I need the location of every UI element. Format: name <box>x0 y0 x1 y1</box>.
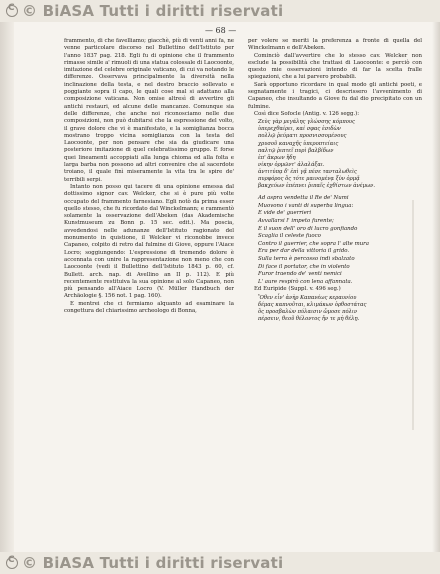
verse-line: δέμας καπνοῦται, κλιμάκων ὀρθοστάτας <box>258 301 367 308</box>
verse-line: νίκην ὁρμῶντ' ἀλαλάξαι. <box>258 161 325 168</box>
watermark-bottom <box>0 552 440 574</box>
greek-verses <box>258 119 422 190</box>
verse-line: Era per dar della vittoria il grido. <box>258 248 350 255</box>
verse-line: παλτῷ ῥιπτεῖ πυρὶ βαλβίδων <box>258 147 334 154</box>
verse-line: Sulla terra è percosso indi sbalzato <box>258 255 355 262</box>
verse-line: Contro il guerrier, che sopra l' alte mura <box>258 240 369 247</box>
verse-line: E vide de' guerrieri <box>258 210 312 217</box>
greek-verses-euripides <box>258 295 422 323</box>
paragraph: frammento, di che favelliamo; giacchè, più di venti anni fa, ne venne particolare discorso nel Bullettino dell'Istituto per l'anno 1837 pag. 218. Egli fu di opinione che il frammento rimasse simile a' rimuoli di una statua colossale di Laocoonte, imitazione del celebre originale vaticano, di cui va notando le differenze. Osservava principalmente la diversità nella inclinazione della testa, e nel destro braccio sollevato e poggiante sopra il capo, le quali cose mal si adattano alla composizione vaticana. Non omise altresì di avvertire gli antichi restauri, ed alcune delle mancanze. Comunque sia delle differenze, che anche noi riconosciamo nelle due composizioni, non può dubitarsi che la espressione del volto, il grave dolore che vi è manifestato, e la somiglianza bocca mostrano troppo vicina somiglianza con la testa del Laocoonte, per non pensare che sia da giudicare una posteriore imitazione di quel celebratissimo gruppo. E forse quei lineamenti accoppiati alla lunga chioma ed alla folta e larga barba non possono ad altri convenire che al sacerdote troiano, il quale finì miseramente la vita tra le spire de' terribili serpi. <box>64 38 234 183</box>
paragraph: Intanto non posso qui tacere di una opinione emessa dal dottissimo signor cav. Welcker, che si è pure più volte occupato del frammento farnesiano. Egli notò da prima esser quello stesso, che fu ricordato dal Winckelmann; e rammentò solamente la osservazione dell'Abeken (das Akademische Kunstmuseum zu Bonn p. 15 sec. edit.). Ma poscia, avvedendosi nelle adunanze dell'Istituto ragionato del monumento in quistione, il Welcker vi riconobbe invece Capaneo, colpito di retro dal fulmine di Giove, oppure l'Aiace Locro; soggiungendo: L'espressione di tremendo dolore è accennata con unire la rappresentazione non meno che con Laocoonte (vedi il Bullettino dell'Istituto 1843 p. 60, cf. Bullett. arch. nap. di Avellino an II p. 112). E più recentemente restituiva la sua opinione al solo Capaneo, non più pensando all'Aiace Locro (V. Müller Handbuch der Archäologie §. 156 not. 1 pag. 160). <box>64 183 234 300</box>
verse-line: ὃς προσβαλὼν πύλαισιν ὤμοσε πόλιν <box>258 308 358 315</box>
verse-line: Ad aspra vendetta il Re de' Numi <box>258 195 349 202</box>
right-column <box>248 38 422 323</box>
verse-line: πέρσειν, θεοῦ θέλοντος ἤν τε μὴ θέλῃ. <box>258 315 360 322</box>
page-number: — 68 — <box>205 26 237 35</box>
left-column <box>64 38 234 315</box>
verse-line: πολλῷ ῥεύματι προσνισσομένους <box>258 133 347 140</box>
verse-line: L' aure respirò con lena affannata. <box>258 278 353 285</box>
verse-line: βακχεύων ἐπέπνει ῥιπαῖς ἐχθίστων ἀνέμων. <box>258 183 375 190</box>
verse-line: Ζεὺς γὰρ μεγάλης γλώσσης κόμπους <box>258 119 355 126</box>
copyright-icon <box>6 557 18 569</box>
verse-line: ὑπερεχθαίρει, καί σφας ἐσιδὼν <box>258 126 341 133</box>
paragraph: per volere se meriti la preferenza a fronte di quella del Winckelmann e dell'Abeken. <box>248 38 422 52</box>
verse-line: ἐπ' ἄκρων ἤδη <box>258 154 296 161</box>
copyright-icon <box>6 5 18 17</box>
paragraph: Così dice Sofocle (Antig. v. 126 segg.): <box>254 110 360 117</box>
verse-line: Scaglia il celeste fuoco <box>258 233 321 240</box>
watermark-text-top: © BiASA Tutti i diritti riservati <box>22 2 284 20</box>
paragraph: Cominciò dall'avvertire che lo stesso cav. Welcker non esclude la possibilità che trattasi di Laocoonte: e perciò con questo mie osservazioni intendo di far la scelta fralle spiegazioni, che a lui parvero probabili. <box>248 52 422 81</box>
citation-line: Ed Euripide (Suppl. v. 496 seg.) <box>254 286 341 293</box>
verse-line: Ὃθεν εἶν' ἀνὴρ Καπανέως κεραυνίου <box>258 294 357 301</box>
paragraph: Sarà opportuno ricordare in qual modo gli antichi poeti, e segnatamente i tragici, ci descrissero l'avvenimento di Capaneo, che insultando a Giove fu dal dio precipitato con un fulmine. <box>248 81 422 110</box>
italian-verses <box>258 195 422 286</box>
verse-line: πυρφόρος ὃς τότε μαινομένᾳ ξὺν ὁρμᾷ <box>258 176 360 183</box>
verse-line: Furor traendo de' venti nemici <box>258 271 342 278</box>
verse-line: χρυσοῦ καναχῆς ὑπεροπτείαις <box>258 140 339 147</box>
watermark-text-bottom: © BiASA Tutti i diritti riservati <box>22 554 284 572</box>
verse-line: Avvallarsi l' impeto furente; <box>258 217 334 224</box>
paragraph: E mentrei che ci fermiamo alquanto ad esaminare la congettura del chiarissimo archeologo di Bonna, <box>64 300 234 314</box>
verse-line: E il suon dell' oro di lucro gonfiando <box>258 225 358 232</box>
verse-line: Di face il portator, che in violento <box>258 263 350 270</box>
watermark-top <box>0 0 440 22</box>
binding-edge <box>0 22 14 552</box>
verse-line: ἀντιτύπᾳ δ' ἐπὶ γᾷ πέσε τανταλωθεὶς <box>258 168 357 175</box>
verse-line: Muovono i vanti di superba lingua: <box>258 202 354 209</box>
